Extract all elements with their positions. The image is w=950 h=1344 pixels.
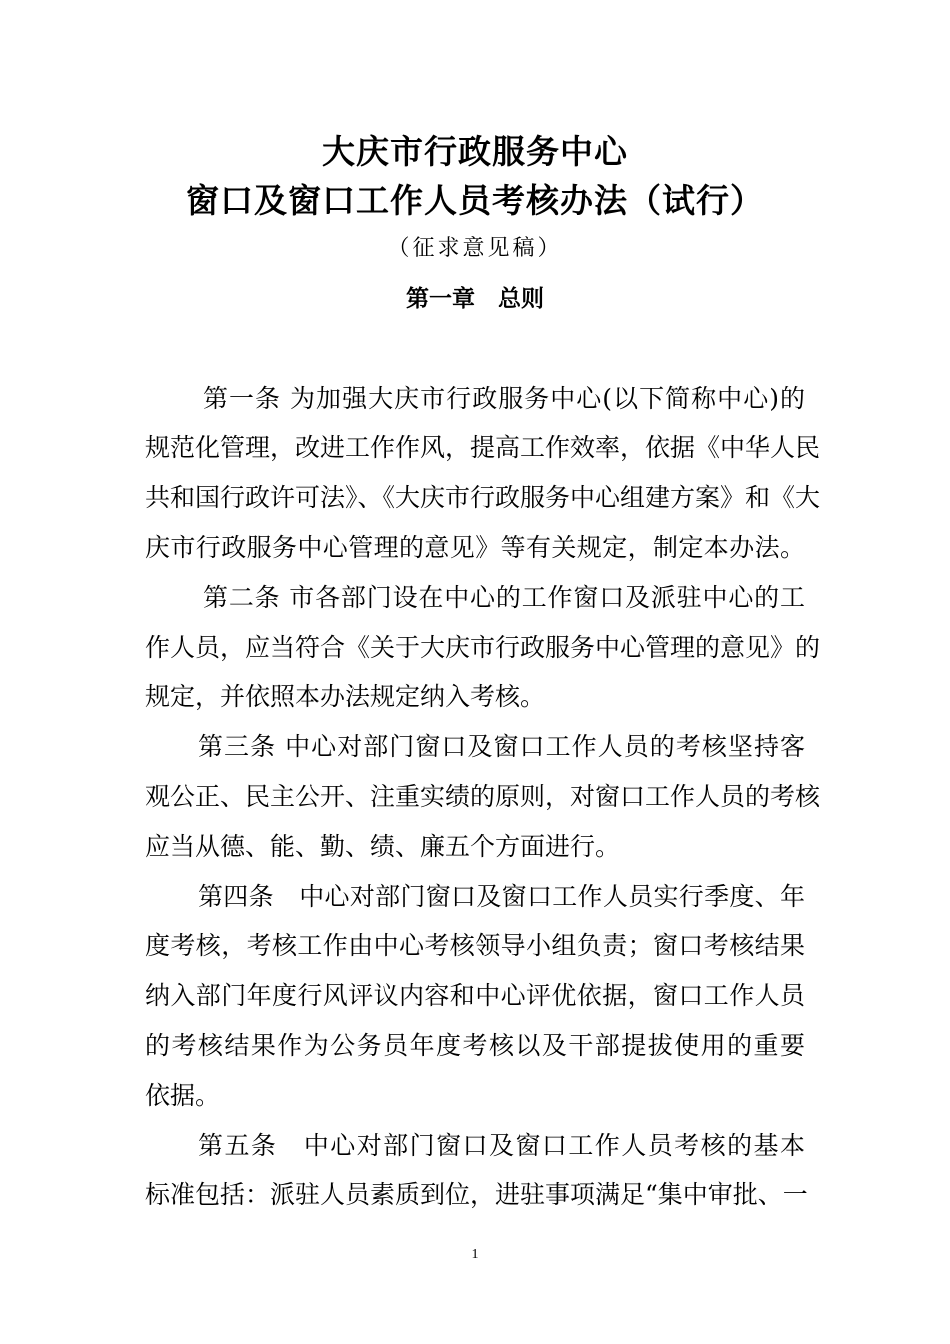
article-3-line-1: 第三条 中心对部门窗口及窗口工作人员的考核坚持客 <box>198 732 805 761</box>
document-title-line-1: 大庆市行政服务中心 <box>322 132 628 171</box>
article-5-line-2: 标准包括：派驻人员素质到位，进驻事项满足“集中审批、一 <box>145 1180 808 1209</box>
article-5-line-1: 第五条 中心对部门窗口及窗口工作人员考核的基本 <box>198 1131 805 1160</box>
article-3-line-3: 应当从德、能、勤、绩、廉五个方面进行。 <box>145 832 621 861</box>
document-subtitle: （征求意见稿） <box>387 236 563 261</box>
article-3-line-2: 观公正、民主公开、注重实绩的原则，对窗口工作人员的考核 <box>145 782 821 811</box>
article-4-line-3: 纳入部门年度行风评议内容和中心评优依据，窗口工作人员 <box>145 981 805 1010</box>
article-2-line-2: 作人员，应当符合《关于大庆市行政服务中心管理的意见》的 <box>145 633 821 662</box>
document-title-line-2: 窗口及窗口工作人员考核办法（试行） <box>186 181 764 220</box>
article-2-line-3: 规定，并依照本办法规定纳入考核。 <box>145 682 546 711</box>
article-4-line-5: 依据。 <box>145 1081 221 1110</box>
article-4-line-1: 第四条 中心对部门窗口及窗口工作人员实行季度、年 <box>198 882 805 911</box>
chapter-heading: 第一章 总则 <box>406 286 544 312</box>
article-4-line-2: 度考核，考核工作由中心考核领导小组负责；窗口考核结果 <box>145 931 805 960</box>
article-1-line-2: 规范化管理，改进工作作风，提高工作效率，依据《中华人民 <box>145 433 821 462</box>
article-1-line-3: 共和国行政许可法》、《大庆市行政服务中心组建方案》和《大 <box>145 483 821 512</box>
article-4-line-4: 的考核结果作为公务员年度考核以及干部提拔使用的重要 <box>145 1031 805 1060</box>
article-1-line-4: 庆市行政服务中心管理的意见》等有关规定，制定本办法。 <box>145 533 805 562</box>
article-2-line-1: 第二条 市各部门设在中心的工作窗口及派驻中心的工 <box>203 583 805 612</box>
page-number: 1 <box>471 1247 479 1262</box>
article-1-line-1: 第一条 为加强大庆市行政服务中心(以下简称中心)的 <box>203 384 805 413</box>
